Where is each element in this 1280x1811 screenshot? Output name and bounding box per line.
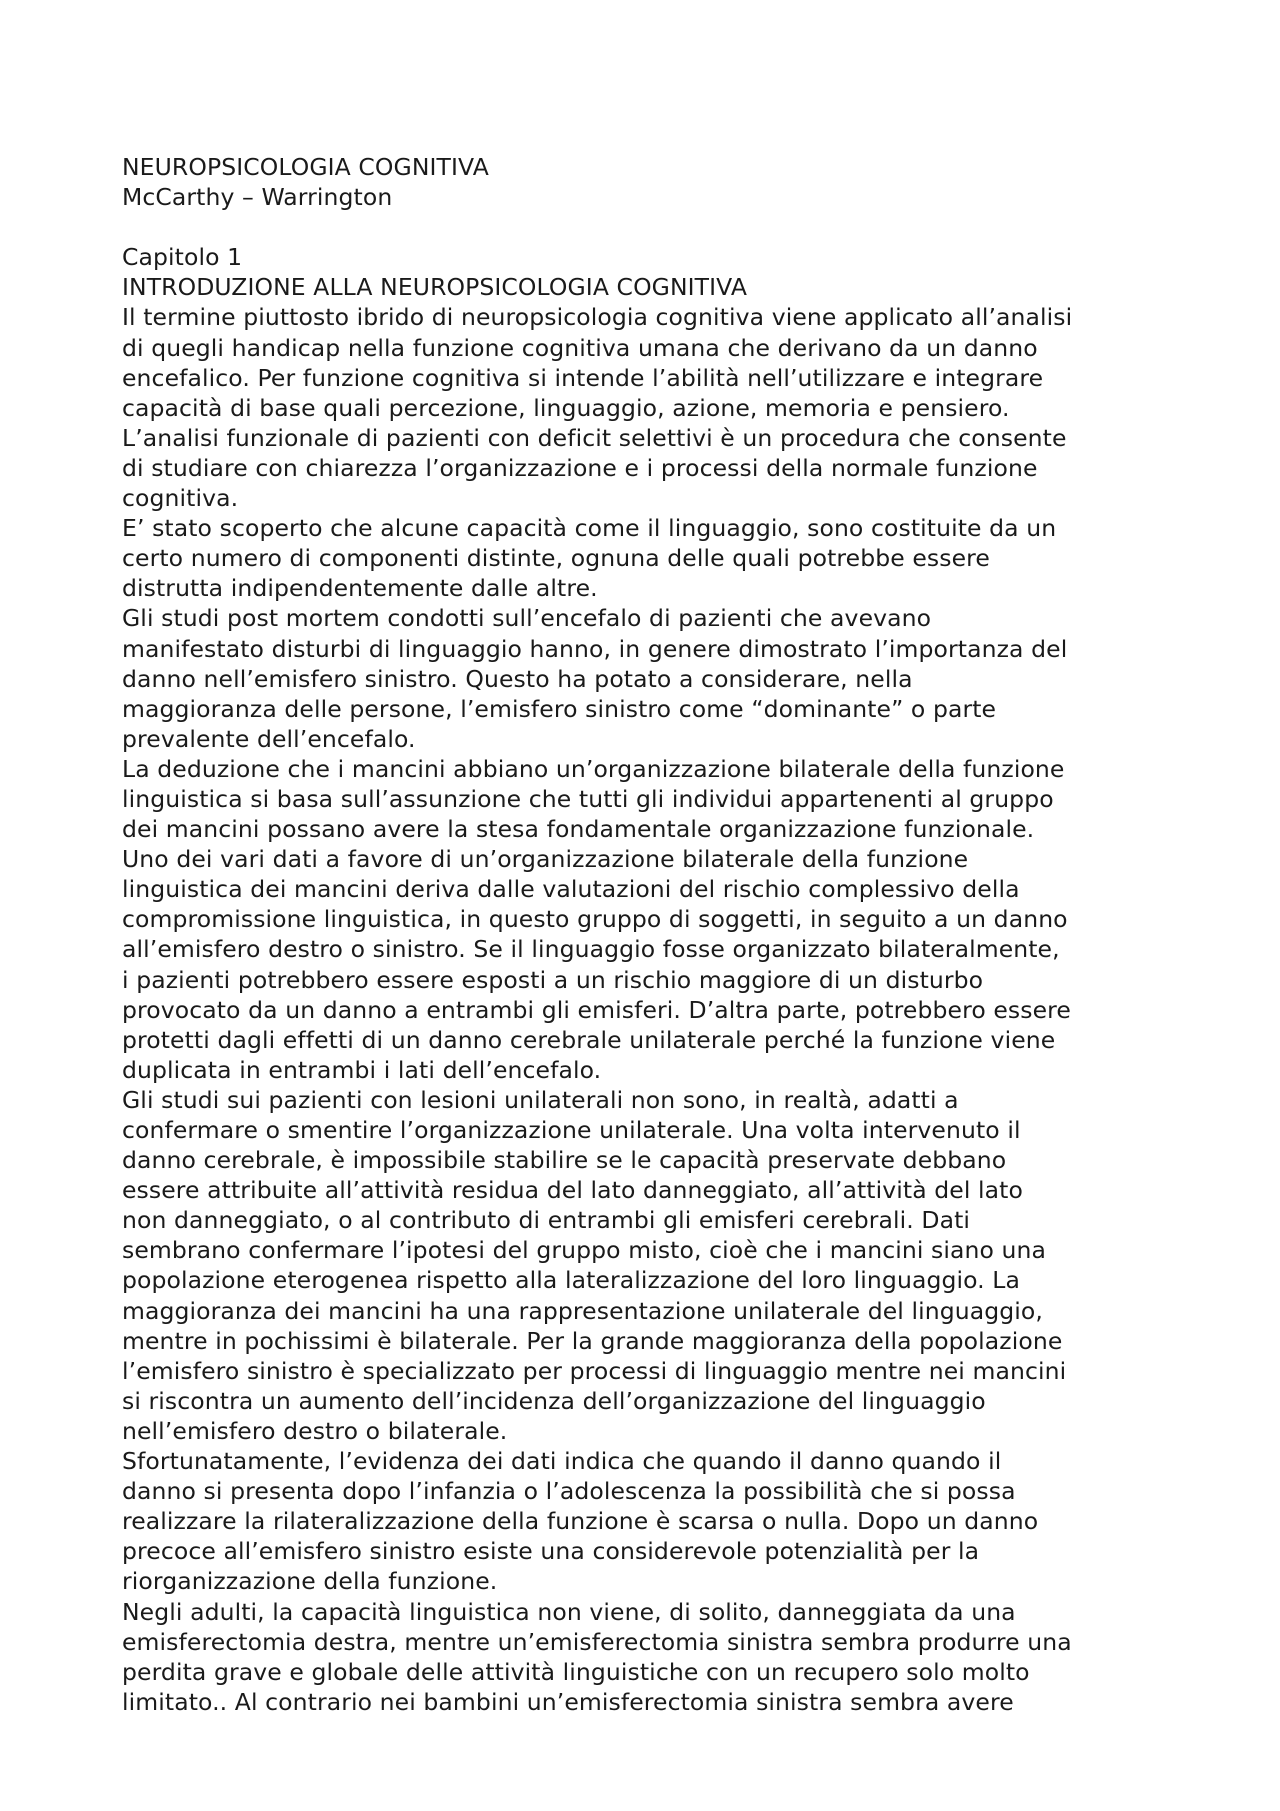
document-authors: McCarthy – Warrington [122,183,393,212]
chapter-number: Capitolo 1 [122,243,243,272]
body-line: compromissione linguistica, in questo gruppo di soggetti, in seguito a un danno [122,905,1068,934]
body-line: E’ stato scoperto che alcune capacità come il linguaggio, sono costituite da un [122,514,1057,543]
body-line: capacità di base quali percezione, linguaggio, azione, memoria e pensiero. [122,393,1010,422]
body-text [122,302,1182,1716]
body-line: maggioranza dei mancini ha una rappresentazione unilaterale del linguaggio, [122,1296,1043,1325]
body-line: L’analisi funzionale di pazienti con deficit selettivi è un procedura che consente [122,423,1067,452]
body-line: di studiare con chiarezza l’organizzazione e i processi della normale funzione [122,453,1038,482]
document-title: NEUROPSICOLOGIA COGNITIVA [122,153,489,181]
body-line: si riscontra un aumento dell’incidenza dell’organizzazione del linguaggio [122,1386,986,1415]
body-line: riorganizzazione della funzione. [122,1567,498,1596]
body-line: prevalente dell’encefalo. [122,724,416,753]
body-line: cognitiva. [122,484,239,513]
body-line: sembrano confermare l’ipotesi del gruppo misto, cioè che i mancini siano una [122,1236,1047,1265]
body-line: Sfortunatamente, l’evidenza dei dati indica che quando il danno quando il [122,1447,1002,1476]
body-line: duplicata in entrambi i lati dell’encefalo. [122,1055,602,1084]
body-line: Gli studi sui pazienti con lesioni unilaterali non sono, in realtà, adatti a [122,1085,959,1114]
body-line: confermare o smentire l’organizzazione unilaterale. Una volta intervenuto il [122,1116,1021,1144]
body-line: linguistica si basa sull’assunzione che tutti gli individui appartenenti al gruppo [122,784,1054,813]
body-line: popolazione eterogenea rispetto alla lateralizzazione del loro linguaggio. La [122,1266,1021,1295]
chapter-title: INTRODUZIONE ALLA NEUROPSICOLOGIA COGNITIVA [122,273,748,302]
body-line: danno nell’emisfero sinistro. Questo ha potato a considerare, nella [122,664,913,693]
body-line: limitato.. Al contrario nei bambini un’emisferectomia sinistra sembra avere [122,1687,1014,1716]
body-line: protetti dagli effetti di un danno cerebrale unilaterale perché la funzione viene [122,1025,1056,1054]
body-line: precoce all’emisfero sinistro esiste una considerevole potenzialità per la [122,1537,980,1566]
body-line: danno cerebrale, è impossibile stabilire se le capacità preservate debbano [122,1146,1007,1175]
body-line: emisferectomia destra, mentre un’emisferectomia sinistra sembra produrre una [122,1627,1072,1656]
body-line: Uno dei vari dati a favore di un’organizzazione bilaterale della funzione [122,845,969,874]
body-line: realizzare la rilateralizzazione della funzione è scarsa o nulla. Dopo un danno [122,1507,1039,1536]
body-line: Il termine piuttosto ibrido di neuropsicologia cognitiva viene applicato all’analisi [122,303,1073,332]
body-line: Gli studi post mortem condotti sull’encefalo di pazienti che avevano [122,604,932,633]
body-line: La deduzione che i mancini abbiano un’organizzazione bilaterale della funzione [122,754,1065,783]
body-line: manifestato disturbi di linguaggio hanno, in genere dimostrato l’importanza del [122,634,1068,663]
blank-line [122,212,1182,242]
body-line: nell’emisfero destro o bilaterale. [122,1416,508,1445]
body-line: perdita grave e globale delle attività linguistiche con un recupero solo molto [122,1657,1030,1686]
body-line: linguistica dei mancini deriva dalle valutazioni del rischio complessivo della [122,875,1020,904]
body-line: non danneggiato, o al contributo di entrambi gli emisferi cerebrali. Dati [122,1206,971,1235]
body-line: di quegli handicap nella funzione cognitiva umana che derivano da un danno [122,333,1038,362]
body-line: Negli adulti, la capacità linguistica non viene, di solito, danneggiata da una [122,1597,1016,1626]
body-line: all’emisfero destro o sinistro. Se il linguaggio fosse organizzato bilateralmente, [122,935,1060,964]
body-line: maggioranza delle persone, l’emisfero sinistro come “dominante” o parte [122,694,997,723]
body-line: dei mancini possano avere la stesa fondamentale organizzazione funzionale. [122,815,1035,844]
body-line: essere attribuite all’attività residua del lato danneggiato, all’attività del lato [122,1176,1023,1205]
body-line: mentre in pochissimi è bilaterale. Per la grande maggioranza della popolazione [122,1326,1063,1355]
body-line: provocato da un danno a entrambi gli emisferi. D’altra parte, potrebbero essere [122,995,1071,1024]
body-line: certo numero di componenti distinte, ognuna delle quali potrebbe essere [122,544,990,573]
body-line: i pazienti potrebbero essere esposti a un rischio maggiore di un disturbo [122,965,984,994]
body-line: distrutta indipendentemente dalle altre. [122,574,598,603]
body-line: l’emisfero sinistro è specializzato per processi di linguaggio mentre nei mancini [122,1356,1067,1385]
document-page [122,152,1182,1717]
body-line: encefalico. Per funzione cognitiva si intende l’abilità nell’utilizzare e integrare [122,363,1044,392]
body-line: danno si presenta dopo l’infanzia o l’adolescenza la possibilità che si possa [122,1477,1016,1506]
